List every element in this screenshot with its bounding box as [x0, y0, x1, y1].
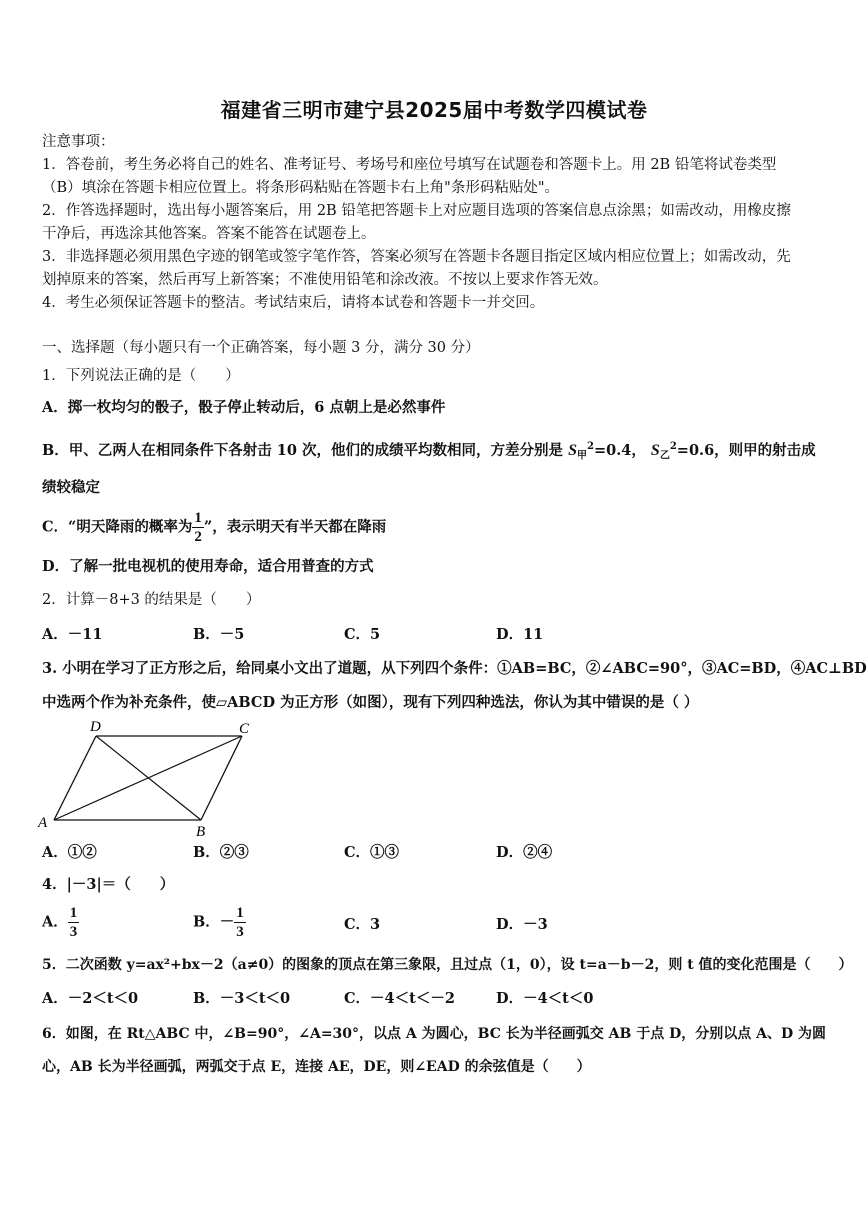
option-d: D．－3	[496, 916, 548, 933]
option-label: A．	[42, 913, 68, 931]
option-d: D．了解一批电视机的使用寿命，适合用普查的方式	[42, 558, 374, 575]
variance-symbol: S	[650, 441, 660, 459]
option-c: C．3	[344, 916, 381, 933]
option-a: A．掷一枚均匀的骰子，骰子停止转动后，6 点朝上是必然事件	[42, 399, 446, 416]
side-ad	[54, 736, 96, 820]
question-stem: 3. 小明在学习了正方形之后，给同桌小文出了道题，从下列四个条件：①AB=BC，②∠ABC=90°，③AC=BD，④AC⊥BD	[42, 660, 867, 677]
parallelogram-figure	[36, 716, 266, 838]
notice-line: 1．答卷前，考生务必将自己的姓名、准考证号、考场号和座位号填写在试题卷和答题卡上。用 2B 铅笔将试卷类型	[42, 157, 777, 173]
option-label: B．－	[193, 913, 235, 931]
question-stem: 1．下列说法正确的是（ ）	[42, 368, 240, 384]
option-b: B．－5	[193, 626, 245, 643]
option-b: B．－3＜t＜0	[193, 990, 291, 1007]
option-b-text: B．甲、乙两人在相同条件下各射击 10 次，他们的成绩平均数相同，方差分别是	[42, 441, 564, 459]
option-a	[42, 904, 79, 941]
option-c-text: C．“明天降雨的概率为	[42, 518, 193, 536]
notice-line: 干净后，再选涂其他答案。答案不能答在试题卷上。	[42, 226, 376, 242]
question-stem: 5．二次函数 y=ax²+bx－2（a≠0）的图象的顶点在第三象限，且过点（1，0），设 t=a－b－2，则 t 值的变化范围是（ ）	[42, 957, 853, 973]
square-exponent: 2	[669, 441, 677, 452]
option-b: B．②③	[193, 844, 249, 861]
diagonal-bd	[96, 736, 201, 820]
variance-symbol: S	[568, 441, 577, 459]
notice-line: 2．作答选择题时，选出每小题答案后，用 2B 铅笔把答题卡上对应题目选项的答案信息点涂黑；如需改动，用橡皮擦	[42, 203, 791, 219]
option-c: C．5	[344, 626, 381, 643]
notice-heading: 注意事项：	[42, 134, 115, 150]
numerator: 1	[194, 510, 202, 526]
notice-line: 4．考生必须保证答题卡的整洁。考试结束后，请将本试卷和答题卡一并交回。	[42, 295, 545, 311]
page-title: 福建省三明市建宁县2025届中考数学四模试卷	[220, 98, 648, 122]
variance-value: =0.6，则甲的射击成	[676, 441, 816, 459]
vertex-label-a: A	[38, 815, 48, 831]
section-heading: 一、选择题（每小题只有一个正确答案，每小题 3 分，满分 30 分）	[42, 340, 480, 356]
question-stem: 中选两个作为补充条件，使▱ABCD 为正方形（如图），现有下列四种选法，你认为其中错误的是（ ）	[42, 694, 699, 711]
denominator: 3	[69, 924, 78, 940]
option-c	[42, 509, 386, 546]
question-stem: 6．如图，在 Rt△ABC 中，∠B=90°，∠A=30°，以点 A 为圆心，BC 长为半径画弧交 AB 于点 D，分别以点 A、D 为圆	[42, 1026, 826, 1042]
vertex-label-d: D	[90, 719, 101, 735]
option-a: A．①②	[42, 844, 97, 861]
side-cb	[201, 736, 242, 820]
question-stem: 心，AB 长为半径画弧，两弧交于点 E，连接 AE，DE，则∠EAD 的余弦值是（ ）	[42, 1059, 591, 1075]
numerator: 1	[69, 905, 78, 921]
option-b-continued: 绩较稳定	[42, 479, 100, 496]
notice-line: 划掉原来的答案，然后再写上新答案；不准使用铅笔和涂改液。不按以上要求作答无效。	[42, 272, 608, 288]
fraction	[68, 904, 80, 941]
option-b	[193, 904, 246, 941]
option-b	[42, 437, 816, 467]
notice-line: （B）填涂在答题卡相应位置上。将条形码粘贴在答题卡右上角"条形码粘贴处"。	[42, 180, 559, 196]
square-exponent: 2	[587, 441, 594, 452]
question-stem: 4．|－3|＝（ ）	[42, 876, 175, 893]
denominator: 2	[194, 529, 202, 545]
variance-subscript: 甲	[577, 450, 587, 462]
fraction	[192, 509, 204, 546]
option-d: D．－4＜t＜0	[496, 990, 594, 1007]
option-d: D．②④	[496, 844, 553, 861]
vertex-label-c: C	[239, 721, 250, 737]
vertex-label-b: B	[196, 824, 206, 838]
variance-value: =0.4，	[593, 441, 646, 459]
question-stem: 2．计算－8+3 的结果是（ ）	[42, 592, 261, 608]
variance-subscript: 乙	[659, 450, 670, 462]
fraction	[234, 904, 246, 941]
option-d: D．11	[496, 626, 544, 643]
option-c-text: ”，表示明天有半天都在降雨	[203, 518, 387, 536]
option-a: A．－11	[42, 626, 103, 643]
option-c: C．－4＜t＜－2	[344, 990, 455, 1007]
notice-line: 3．非选择题必须用黑色字迹的钢笔或签字笔作答，答案必须写在答题卡各题目指定区域内相应位置上；如需改动，先	[42, 249, 791, 265]
option-a: A．－2＜t＜0	[42, 990, 139, 1007]
numerator: 1	[236, 905, 244, 921]
denominator: 3	[236, 924, 244, 940]
option-c: C．①③	[344, 844, 400, 861]
